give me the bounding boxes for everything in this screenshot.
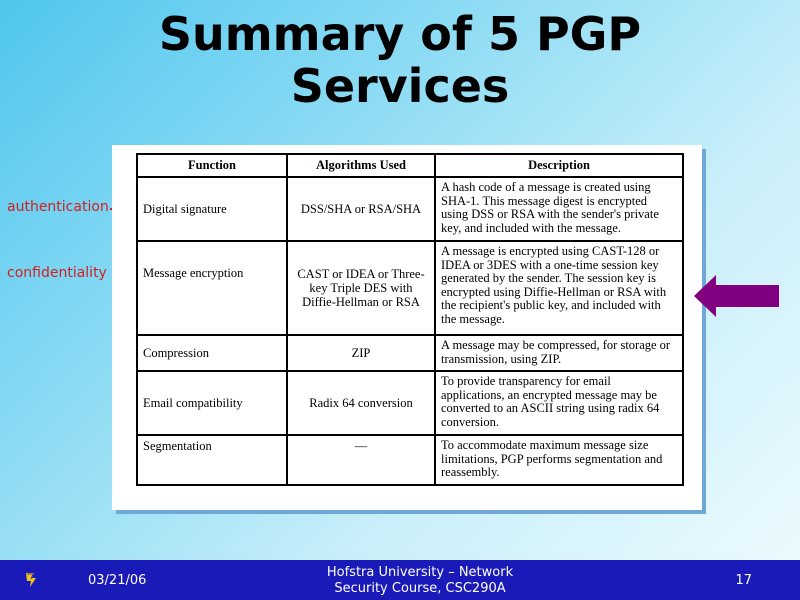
slide-title bbox=[0, 8, 800, 112]
hofstra-logo-icon bbox=[22, 571, 40, 589]
table-row bbox=[137, 335, 683, 371]
row-algorithms: DSS/SHA or RSA/SHA bbox=[287, 177, 435, 241]
confidentiality-label: confidentiality bbox=[7, 265, 107, 281]
header-algorithms-used: Algorithms Used bbox=[287, 154, 435, 177]
table-row bbox=[137, 435, 683, 485]
row-description: To provide transparency for email applications, an encrypted message may be converted to an ASCII string using radix 64 conversion. bbox=[435, 371, 683, 435]
table-row bbox=[137, 177, 683, 241]
slide-title-line-1: Summary of 5 PGP bbox=[158, 7, 642, 61]
footer-date: 03/21/06 bbox=[88, 573, 147, 588]
row-function: Segmentation bbox=[137, 435, 287, 485]
row-function: Message encryption bbox=[137, 241, 287, 335]
slide-footer bbox=[0, 560, 800, 600]
row-description: A hash code of a message is created using SHA-1. This message digest is encrypted using DSS or RSA with the sender's private key, and included with the message. bbox=[435, 177, 683, 241]
row-function: Compression bbox=[137, 335, 287, 371]
pgp-services-table-card bbox=[112, 145, 702, 510]
table-header-row bbox=[137, 154, 683, 177]
row-function: Digital signature bbox=[137, 177, 287, 241]
authentication-label: authentication bbox=[7, 199, 109, 215]
row-description: A message may be compressed, for storage or transmission, using ZIP. bbox=[435, 335, 683, 371]
row-algorithms: CAST or IDEA or Three-key Triple DES with Diffie-Hellman or RSA bbox=[287, 241, 435, 335]
row-algorithms: Radix 64 conversion bbox=[287, 371, 435, 435]
row-description: A message is encrypted using CAST-128 or IDEA or 3DES with a one-time session key generated by the sender. The session key is encrypted using Diffie-Hellman or RSA with the recipient's public key, and included with the message. bbox=[435, 241, 683, 335]
row-description: To accommodate maximum message size limitations, PGP performs segmentation and reassembly. bbox=[435, 435, 683, 485]
header-description: Description bbox=[435, 154, 683, 177]
footer-page-number: 17 bbox=[735, 573, 752, 588]
pgp-services-table bbox=[136, 153, 684, 486]
row-algorithms: — bbox=[287, 435, 435, 485]
table-row bbox=[137, 371, 683, 435]
header-function: Function bbox=[137, 154, 287, 177]
row-algorithms: ZIP bbox=[287, 335, 435, 371]
table-row bbox=[137, 241, 683, 335]
footer-course: Hofstra University – Network Security Course, CSC290A bbox=[326, 565, 514, 596]
row-function: Email compatibility bbox=[137, 371, 287, 435]
left-arrow-icon bbox=[694, 275, 780, 317]
slide-title-line-2: Services bbox=[290, 59, 510, 113]
